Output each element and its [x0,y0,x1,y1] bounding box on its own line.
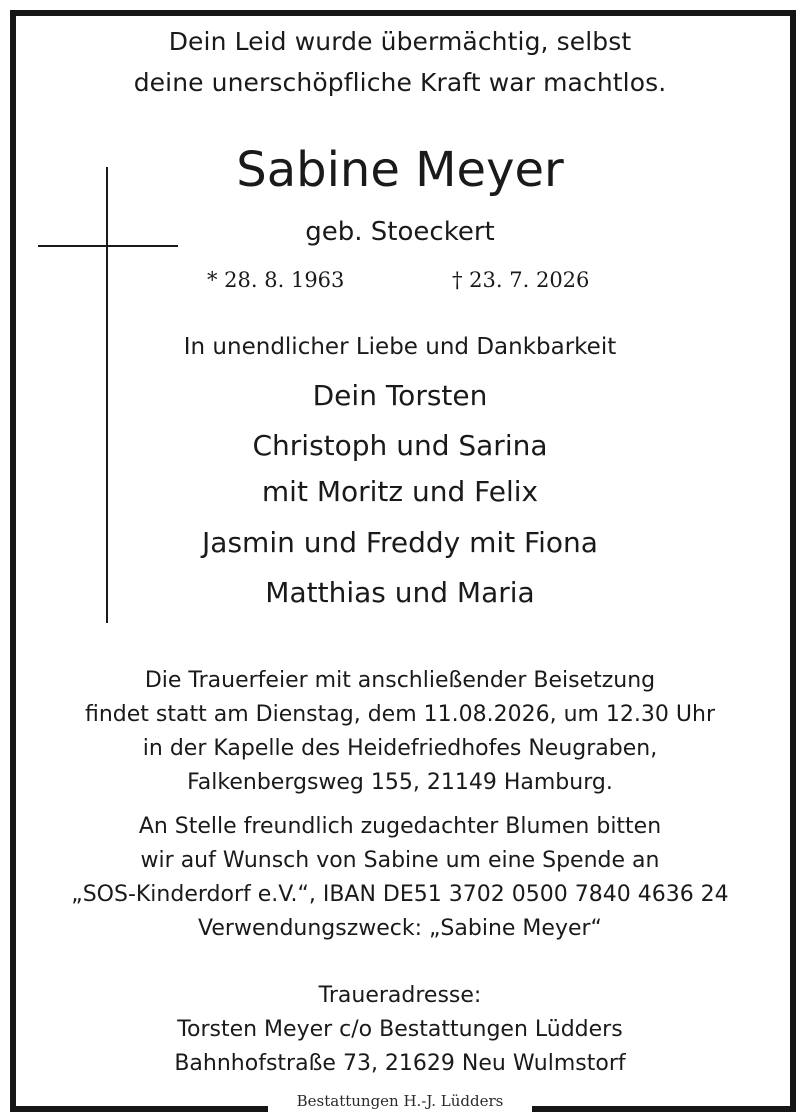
mourner-line-2: Christoph und Sarina [252,429,548,462]
ceremony-line-2: findet statt am Dienstag, dem 11.08.2026, um 12.30 Uhr [85,702,715,727]
maiden-name: geb. Stoeckert [305,217,495,247]
mourner-line-3: mit Moritz und Felix [261,475,539,508]
birth-date: * 28. 8. 1963 [207,268,345,292]
quote-line-1: Dein Leid wurde übermächtig, selbst [168,27,632,56]
death-date: † 23. 7. 2026 [452,268,590,292]
funeral-home-footer: Bestattungen H.-J. Lüdders [296,1092,504,1110]
ceremony-line-1: Die Trauerfeier mit anschließender Beisetzung [144,668,656,693]
address-line-2: Bahnhofstraße 73, 21629 Neu Wulmstorf [174,1051,626,1076]
ceremony-line-3: in der Kapelle des Heidefriedhofes Neugraben, [142,736,658,761]
donation-line-1: An Stelle freundlich zugedachter Blumen bitten [138,814,662,839]
address-line-1: Torsten Meyer c/o Bestattungen Lüdders [177,1017,623,1042]
donation-line-2: wir auf Wunsch von Sabine um eine Spende an [140,848,660,873]
quote-line-2: deine unerschöpfliche Kraft war machtlos. [133,68,667,97]
mourner-line-1: Dein Torsten [312,379,488,412]
mourners-intro: In unendlicher Liebe und Dankbarkeit [183,334,617,360]
address-label: Traueradresse: [318,983,482,1008]
deceased-name: Sabine Meyer [236,142,564,198]
donation-line-4: Verwendungszweck: „Sabine Meyer“ [198,916,602,941]
donation-line-3: „SOS-Kinderdorf e.V.“, IBAN DE51 3702 0500 7840 4636 24 [71,882,729,907]
mourner-line-4: Jasmin und Freddy mit Fiona [202,526,598,559]
ceremony-line-4: Falkenbergsweg 155, 21149 Hamburg. [187,770,613,795]
mourner-line-5: Matthias und Maria [265,576,535,609]
